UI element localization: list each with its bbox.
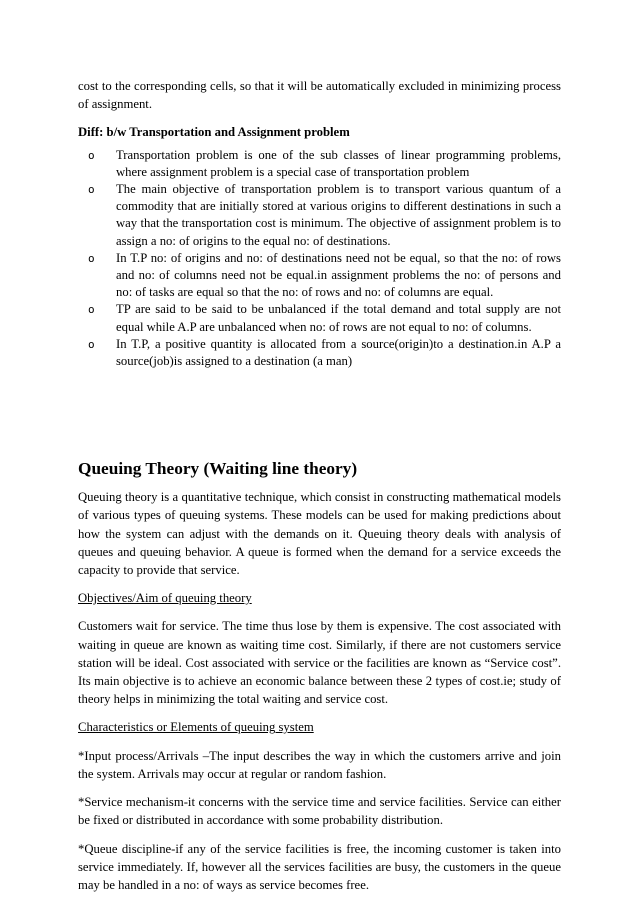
list-item: [78, 181, 561, 250]
bullet-marker: o: [88, 337, 95, 351]
list-item-text: In T.P, a positive quantity is allocated from a source(origin)to a destination.in A.P a source(job)is assigned to a destination (a man): [116, 336, 561, 369]
list-item: [78, 147, 561, 181]
list-item-text: In T.P no: of origins and no: of destinations need not be equal, so that the no: of rows and no: of columns need not be equal.in assignment problems the no: of persons and no: of tasks are equal so that the no: of rows and no: of columns are equal.: [116, 250, 561, 300]
objectives-heading: Objectives/Aim of queuing theory: [78, 591, 252, 606]
list-item: [78, 250, 561, 302]
service-mechanism-paragraph: *Service mechanism-it concerns with the service time and service facilities. Service can either be fixed or distributed in accordance with some probability distribution.: [78, 795, 561, 828]
section-title: Queuing Theory (Waiting line theory): [78, 459, 358, 479]
bullet-marker: o: [88, 251, 95, 265]
diff-list: [78, 147, 561, 371]
diff-heading: Diff: b/w Transportation and Assignment problem: [78, 125, 350, 140]
list-item-text: TP are said to be said to be unbalanced if the total demand and total supply are not equal while A.P are unbalanced when no: of rows are not equal to no: of columns.: [116, 302, 561, 334]
spacer: [78, 370, 561, 458]
bullet-marker: o: [88, 303, 95, 317]
input-process-paragraph: *Input process/Arrivals –The input describes the way in which the customers arrive and join the system. Arrivals may occur at regular or random fashion.: [78, 748, 561, 781]
list-item: [78, 301, 561, 335]
list-item: [78, 336, 561, 370]
document-page: [78, 77, 561, 904]
characteristics-heading: Characteristics or Elements of queuing system: [78, 720, 314, 735]
list-item-text: Transportation problem is one of the sub classes of linear programming problems, where assignment problem is a special case of transportation problem: [116, 147, 561, 179]
intro-paragraph: cost to the corresponding cells, so that it will be automatically excluded in minimizing process of assignment.: [78, 79, 561, 112]
queue-discipline-paragraph: *Queue discipline-if any of the service facilities is free, the incoming customer is taken into service immediately. If, however all the services facilities are busy, the customers in the queue may be handled in a no: of ways as service becomes free.: [78, 841, 561, 892]
queuing-intro-paragraph: Queuing theory is a quantitative technique, which consist in constructing mathematical models of various types of queuing systems. These models can be used for making predictions about how the system can adjust with the demands on it. Queuing theory deals with analysis of queues and queuing behavior. A queue is formed when the demand for a service exceeds the capacity to provide that service.: [78, 490, 561, 578]
objectives-paragraph: Customers wait for service. The time thus lose by them is expensive. The cost associated with waiting in queue are known as waiting time cost. Similarly, if there are not customers service station will be ideal. Cost associated with service or the facilities are known as “Service cost”. Its main objective is to achieve an economic balance between these 2 types of cost.ie; study of theory helps in minimizing the total waiting and service cost.: [78, 619, 561, 707]
list-item-text: The main objective of transportation problem is to transport various quantum of a commodity that are initially stored at various origins to different destinations in such a way that the transportation cost is minimum. The objective of assignment problem is to assign a no: of origins to the equal no: of destinations.: [116, 182, 561, 248]
bullet-marker: o: [88, 183, 95, 197]
bullet-marker: o: [88, 148, 95, 162]
